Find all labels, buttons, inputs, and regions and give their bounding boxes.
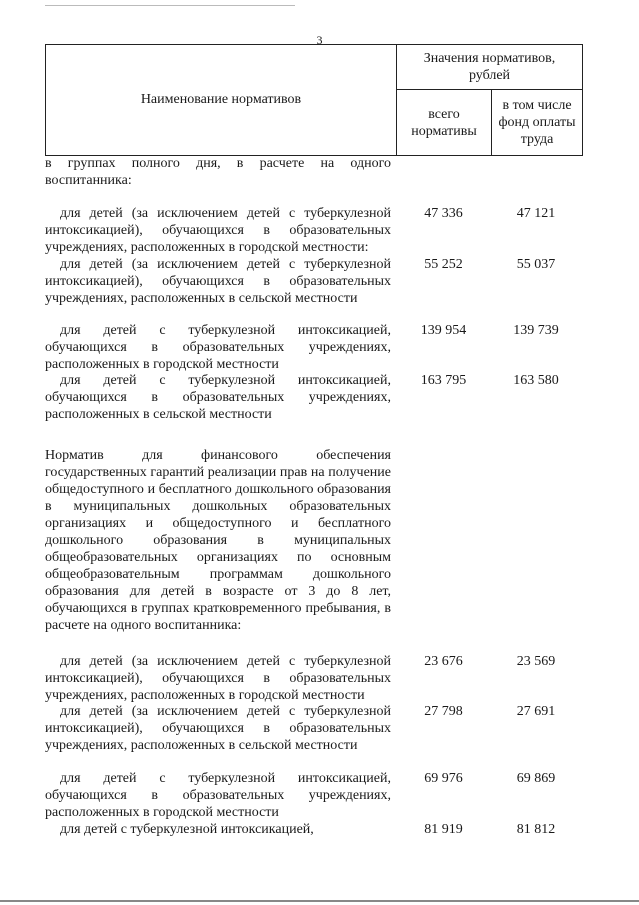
header-values-column: Значения нормативов, рублей [397, 45, 582, 90]
row-fund: 27 691 [516, 704, 556, 719]
row-total: 69 976 [424, 771, 463, 786]
row-text: для детей (за исключением детей с туберкулезной интоксикацией), обучающихся в образовательных учреждениях, расположенных в городской местности: [45, 206, 391, 255]
row-total: 163 795 [420, 373, 467, 388]
row-fund: 163 580 [513, 373, 559, 388]
row-fund: 23 569 [516, 654, 556, 669]
row-text: для детей с туберкулезной интоксикацией, [60, 822, 314, 837]
row-text: для детей (за исключением детей с туберкулезной интоксикацией), обучающихся в образовательных учреждениях, расположенных в городской местности [45, 654, 391, 703]
row-total: 27 798 [424, 704, 463, 719]
row-fund: 139 739 [513, 323, 559, 338]
header-total-column: всего нормативы [397, 90, 492, 155]
header-name-column: Наименование нормативов [46, 45, 397, 155]
table-header [45, 44, 583, 156]
row-fund: 81 812 [516, 822, 556, 837]
row-total: 47 336 [424, 206, 463, 221]
top-edge-rule [45, 5, 295, 6]
header-fund-column: в том числе фонд оплаты труда [498, 98, 576, 147]
row-fund: 47 121 [516, 206, 556, 221]
bottom-edge-rule [0, 900, 639, 902]
row-total: 55 252 [424, 257, 463, 272]
row-fund: 55 037 [516, 257, 556, 272]
row-text: для детей с туберкулезной интоксикацией, обучающихся в образовательных учреждениях, расположенных в городской местности [45, 771, 391, 820]
row-text: для детей с туберкулезной интоксикацией, обучающихся в образовательных учреждениях, расположенных в сельской местности [45, 373, 391, 422]
row-text: для детей с туберкулезной интоксикацией, обучающихся в образовательных учреждениях, расположенных в городской местности [45, 323, 391, 372]
row-text: для детей (за исключением детей с туберкулезной интоксикацией), обучающихся в образовательных учреждениях, расположенных в сельской местности [45, 704, 391, 753]
row-text: в группах полного дня, в расчете на одного воспитанника: [45, 156, 391, 188]
row-total: 23 676 [424, 654, 463, 669]
row-fund: 69 869 [516, 771, 556, 786]
row-text: для детей (за исключением детей с туберкулезной интоксикацией), обучающихся в образовательных учреждениях, расположенных в сельской местности [45, 257, 391, 306]
row-total: 81 919 [424, 822, 463, 837]
row-text: Норматив для финансового обеспечения государственных гарантий реализации прав на получение общедоступного и бесплатного дошкольного образования в муниципальных дошкольных образовательных организациях и общедоступного и бесплатного дошкольного образования в муниципальных общеобразовательных организациях по основным общеобразовательным программам дошкольного образования для детей в возрасте от 3 до 8 лет, обучающихся в группах кратковременного пребывания, в расчете на одного воспитанника: [45, 448, 391, 633]
page-number: 3 [316, 33, 323, 47]
row-total: 139 954 [420, 323, 467, 338]
